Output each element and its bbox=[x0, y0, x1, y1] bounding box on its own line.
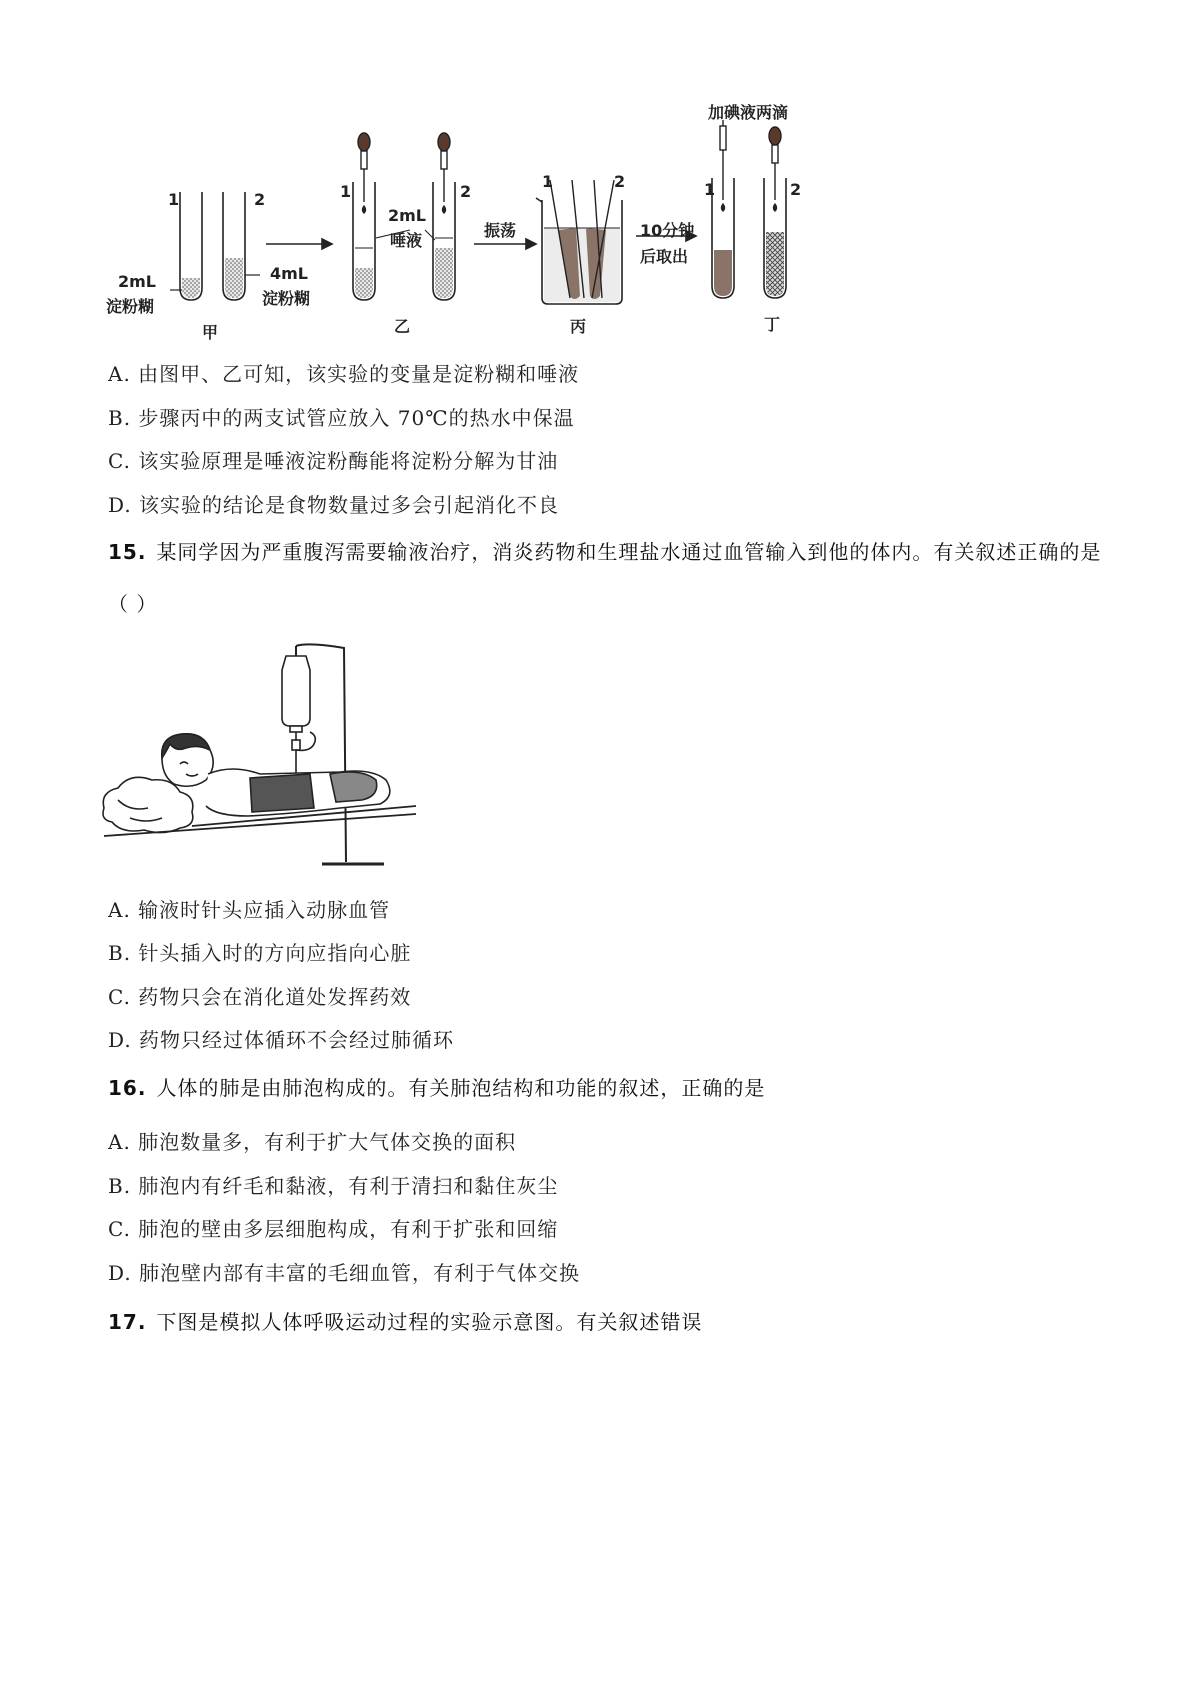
dropper-ding-2 bbox=[769, 127, 781, 211]
ding-tube1-label: 1 bbox=[704, 180, 716, 199]
bing-tube2-label: 2 bbox=[614, 172, 626, 191]
label-bing: 丙 bbox=[570, 317, 587, 336]
label-yi: 乙 bbox=[394, 317, 411, 336]
q16-option-c: C. 肺泡的壁由多层细胞构成，有利于扩张和回缩 bbox=[108, 1217, 559, 1241]
q15-stem bbox=[108, 536, 1101, 565]
q15-stem-text: 某同学因为严重腹泻需要输液治疗，消炎药物和生理盐水通过血管输入到他的体内。有关叙述正确的是 bbox=[156, 540, 1102, 564]
q16-option-d: D. 肺泡壁内部有丰富的毛细血管，有利于气体交换 bbox=[108, 1261, 581, 1285]
tube-jia-1 bbox=[180, 192, 202, 300]
ding-tube2-label: 2 bbox=[790, 180, 802, 199]
q17-number: 17. bbox=[108, 1310, 147, 1334]
q15-option-c: C. 药物只会在消化道处发挥药效 bbox=[108, 985, 412, 1009]
starch-4ml-label: 4mL bbox=[270, 264, 308, 283]
q16-number: 16. bbox=[108, 1076, 147, 1100]
q15-option-d: D. 药物只经过体循环不会经过肺循环 bbox=[108, 1028, 455, 1052]
q16-option-a: A. 肺泡数量多，有利于扩大气体交换的面积 bbox=[108, 1130, 517, 1154]
jia-tube2-label: 2 bbox=[254, 190, 266, 209]
saliva-2ml-label: 2mL bbox=[388, 206, 426, 225]
starch-2ml-label-b: 淀粉糊 bbox=[106, 297, 155, 316]
starch-2ml-label: 2mL bbox=[118, 272, 156, 291]
yi-tube2-label: 2 bbox=[460, 182, 472, 201]
q16-stem-text: 人体的肺是由肺泡构成的。有关肺泡结构和功能的叙述，正确的是 bbox=[156, 1076, 766, 1100]
time-label: 10分钟 bbox=[640, 221, 695, 240]
yi-tube1-label: 1 bbox=[340, 182, 352, 201]
saliva-label-b: 唾液 bbox=[390, 231, 423, 250]
time-label-b: 后取出 bbox=[640, 247, 689, 266]
iv-drip-illustration bbox=[100, 640, 430, 880]
shake-label: 振荡 bbox=[484, 221, 517, 240]
q15-option-a: A. 输液时针头应插入动脉血管 bbox=[108, 898, 391, 922]
tube-jia-2 bbox=[223, 192, 245, 300]
q14-option-a: A. 由图甲、乙可知，该实验的变量是淀粉糊和唾液 bbox=[108, 362, 580, 386]
label-jia: 甲 bbox=[202, 323, 219, 342]
jia-tube1-label: 1 bbox=[168, 190, 180, 209]
q14-option-c: C. 该实验原理是唾液淀粉酶能将淀粉分解为甘油 bbox=[108, 449, 559, 473]
beaker-bing bbox=[536, 180, 622, 304]
bing-tube1-label: 1 bbox=[542, 172, 554, 191]
iodine-label: 加碘液两滴 bbox=[708, 103, 789, 122]
q15-paren: （ ） bbox=[108, 592, 158, 616]
q17-stem bbox=[108, 1306, 702, 1335]
q16-option-b: B. 肺泡内有纤毛和黏液，有利于清扫和黏住灰尘 bbox=[108, 1174, 559, 1198]
q17-stem-text: 下图是模拟人体呼吸运动过程的实验示意图。有关叙述错误 bbox=[156, 1310, 703, 1334]
q15-number: 15. bbox=[108, 540, 147, 564]
starch-4ml-label-b: 淀粉糊 bbox=[262, 289, 311, 308]
arrow-1 bbox=[266, 239, 332, 249]
dropper-ding-1 bbox=[720, 120, 726, 211]
q16-stem bbox=[108, 1072, 765, 1101]
q14-option-d: D. 该实验的结论是食物数量过多会引起消化不良 bbox=[108, 493, 560, 517]
q14-option-b: B. 步骤丙中的两支试管应放入 70℃的热水中保温 bbox=[108, 406, 575, 430]
dropper-yi-1 bbox=[358, 133, 370, 213]
q15-option-b: B. 针头插入时的方向应指向心脏 bbox=[108, 941, 412, 965]
dropper-yi-2 bbox=[438, 133, 450, 213]
label-ding: 丁 bbox=[764, 315, 781, 334]
